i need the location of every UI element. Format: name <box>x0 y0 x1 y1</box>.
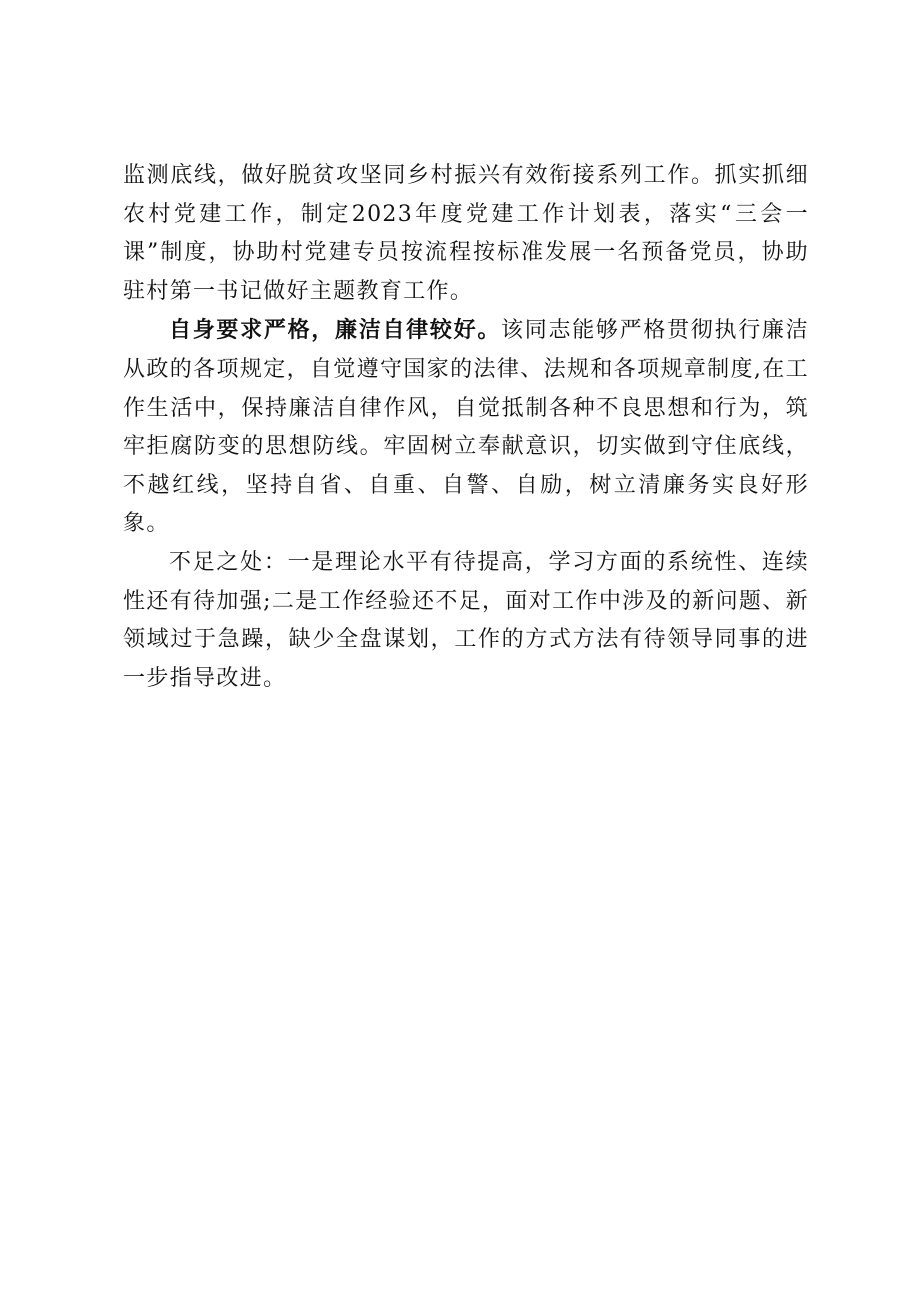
paragraph-text: 该同志能够严格贯彻执行廉洁从政的各项规定，自觉遵守国家的法律、法规和各项规章制度,在工作生活中，保持廉洁自律作风，自觉抵制各种不良思想和行为，筑牢拒腐防变的思想防线。牢固树立奉献意识，切实做到守住底线，不越红线，坚持自省、自重、自警、自励，树立清廉务实良好形象。 <box>123 318 809 537</box>
paragraph-shortcomings <box>123 544 809 698</box>
paragraph-work-continuation <box>123 157 809 311</box>
paragraph-text: 监测底线，做好脱贫攻坚同乡村振兴有效衔接系列工作。抓实抓细农村党建工作，制定2023年度党建工作计划表，落实“三会一课”制度，协助村党建专员按流程按标准发展一名预备党员，协助驻村第一书记做好主题教育工作。 <box>123 163 809 304</box>
paragraph-text: 一是理论水平有待提高，学习方面的系统性、连续性还有待加强;二是工作经验还不足，面对工作中涉及的新问题、新领域过于急躁，缺少全盘谋划，工作的方式方法有待领导同事的进一步指导改进。 <box>123 549 809 691</box>
paragraph-heading-integrity: 自身要求严格，廉洁自律较好。 <box>169 317 502 344</box>
paragraph-heading-shortcomings: 不足之处： <box>169 549 288 575</box>
paragraph-integrity <box>123 311 809 544</box>
document-body <box>123 157 809 698</box>
